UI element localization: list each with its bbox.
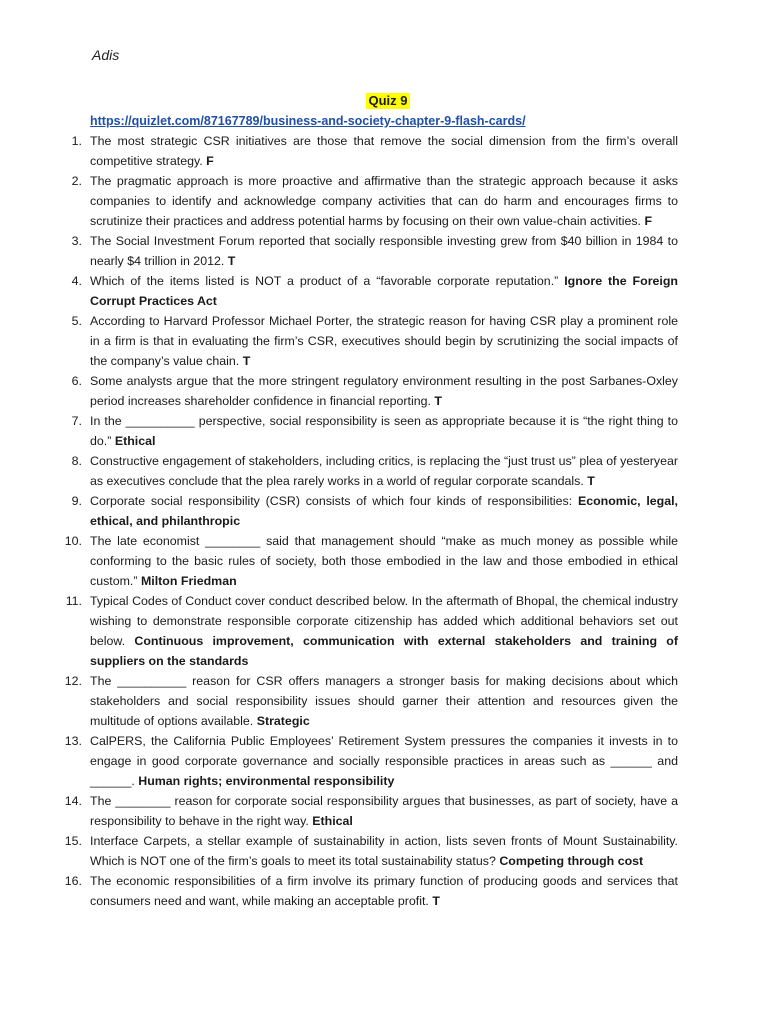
- question-text: The most strategic CSR initiatives are those that remove the social dimension from the firm’s overall competitive strategy.: [90, 134, 678, 168]
- question-number: 4.: [71, 274, 82, 288]
- question-number: 12.: [64, 674, 82, 688]
- question-text: Corporate social responsibility (CSR) consists of which four kinds of responsibilities:: [90, 494, 573, 508]
- answer-text: T: [432, 894, 440, 908]
- question-number: 5.: [71, 314, 82, 328]
- question-number: 9.: [71, 494, 82, 508]
- question-item: [58, 451, 678, 491]
- answer-text: Ethical: [114, 434, 156, 448]
- question-text: CalPERS, the California Public Employees’ Retirement System pressures the companies it invests in to engage in good corporate governance and socially responsible practices in areas such as ______ and ______.: [90, 734, 678, 788]
- question-item: [58, 871, 678, 911]
- answer-text: Ethical: [312, 814, 353, 828]
- question-number: 16.: [64, 874, 82, 888]
- author-name: Adis: [92, 47, 120, 63]
- answer-text: Continuous improvement, communication with external stakeholders and training of suppliers on the standards: [90, 634, 678, 668]
- question-number: 15.: [64, 834, 82, 848]
- answer-text: Human rights; environmental responsibility: [138, 774, 395, 788]
- question-text: Typical Codes of Conduct cover conduct described below. In the aftermath of Bhopal, the chemical industry wishing to demonstrate responsible corporate citizenship has added which additional behaviors set out below.: [90, 594, 678, 648]
- question-text: The pragmatic approach is more proactive and affirmative than the strategic approach because it asks companies to identify and acknowledge company activities that can do harm and encourages firms to scrutinize their practices and address potential harms by focusing on their own value-chain activities.: [90, 174, 678, 228]
- answer-text: Ignore the Foreign Corrupt Practices Act: [90, 274, 678, 308]
- question-number: 1.: [71, 134, 82, 148]
- question-number: 7.: [71, 414, 82, 428]
- question-text: According to Harvard Professor Michael Porter, the strategic reason for having CSR play a prominent role in a firm is that in evaluating the firm’s CSR, executives should begin by scrutinizing the social impacts of the company’s value chain.: [90, 314, 678, 368]
- source-link-container: [90, 112, 526, 130]
- question-number: 6.: [71, 374, 82, 388]
- question-text: Some analysts argue that the more stringent regulatory environment resulting in the post Sarbanes-Oxley period increases shareholder confidence in financial reporting.: [90, 374, 678, 408]
- question-text: The Social Investment Forum reported that socially responsible investing grew from $40 billion in 1984 to nearly $4 trillion in 2012.: [90, 234, 678, 268]
- answer-text: Competing through cost: [499, 854, 644, 868]
- question-item: [58, 831, 678, 871]
- question-number: 8.: [71, 454, 82, 468]
- question-number: 14.: [64, 794, 82, 808]
- question-text: The __________ reason for CSR offers managers a stronger basis for making decisions about which stakeholders and social responsibility issues should garner their attention and resources given the multitude of options available.: [90, 674, 678, 728]
- question-item: [58, 311, 678, 371]
- answer-text: F: [206, 154, 214, 168]
- answer-text: F: [644, 214, 653, 228]
- question-text: Constructive engagement of stakeholders, including critics, is replacing the “just trust us” plea of yesteryear as executives conclude that the plea rarely works in a world of regular corporate scandals.: [90, 454, 678, 488]
- question-item: [58, 371, 678, 411]
- question-number: 11.: [65, 594, 82, 608]
- answer-text: Economic, legal, ethical, and philanthropic: [90, 494, 678, 528]
- answer-text: T: [227, 254, 236, 268]
- question-text: In the __________ perspective, social responsibility is seen as appropriate because it is “the right thing to do.”: [90, 414, 678, 448]
- question-item: [58, 131, 678, 171]
- title-container: [0, 92, 768, 110]
- question-text: The economic responsibilities of a firm involve its primary function of producing goods and services that consumers need and want, while making an acceptable profit.: [90, 874, 678, 908]
- source-link[interactable]: https://quizlet.com/87167789/business-and-society-chapter-9-flash-cards/: [90, 114, 526, 128]
- question-list: [58, 131, 678, 911]
- question-number: 13.: [64, 734, 82, 748]
- question-text: The ________ reason for corporate social responsibility argues that businesses, as part of society, have a responsibility to behave in the right way.: [90, 794, 678, 828]
- question-number: 2.: [71, 174, 82, 188]
- question-item: [58, 591, 678, 671]
- question-text: Interface Carpets, a stellar example of sustainability in action, lists seven fronts of Mount Sustainability. Which is NOT one of the firm’s goals to meet its total sustainability status?: [90, 834, 678, 868]
- answer-text: T: [434, 394, 442, 408]
- question-item: [58, 531, 678, 591]
- question-number: 3.: [71, 234, 82, 248]
- question-item: [58, 671, 678, 731]
- question-item: [58, 171, 678, 231]
- answer-text: Milton Friedman: [140, 574, 237, 588]
- question-item: [58, 791, 678, 831]
- answer-text: T: [242, 354, 251, 368]
- question-text: Which of the items listed is NOT a product of a “favorable corporate reputation.”: [90, 274, 559, 288]
- question-item: [58, 411, 678, 451]
- question-item: [58, 731, 678, 791]
- question-item: [58, 271, 678, 311]
- question-text: The late economist ________ said that management should “make as much money as possible while conforming to the basic rules of society, both those embodied in the law and those embodied in ethical custom.”: [90, 534, 678, 588]
- question-item: [58, 231, 678, 271]
- question-item: [58, 491, 678, 531]
- answer-text: Strategic: [256, 714, 310, 728]
- question-number: 10.: [64, 534, 82, 548]
- answer-text: T: [587, 474, 595, 488]
- quiz-title: Quiz 9: [368, 93, 408, 108]
